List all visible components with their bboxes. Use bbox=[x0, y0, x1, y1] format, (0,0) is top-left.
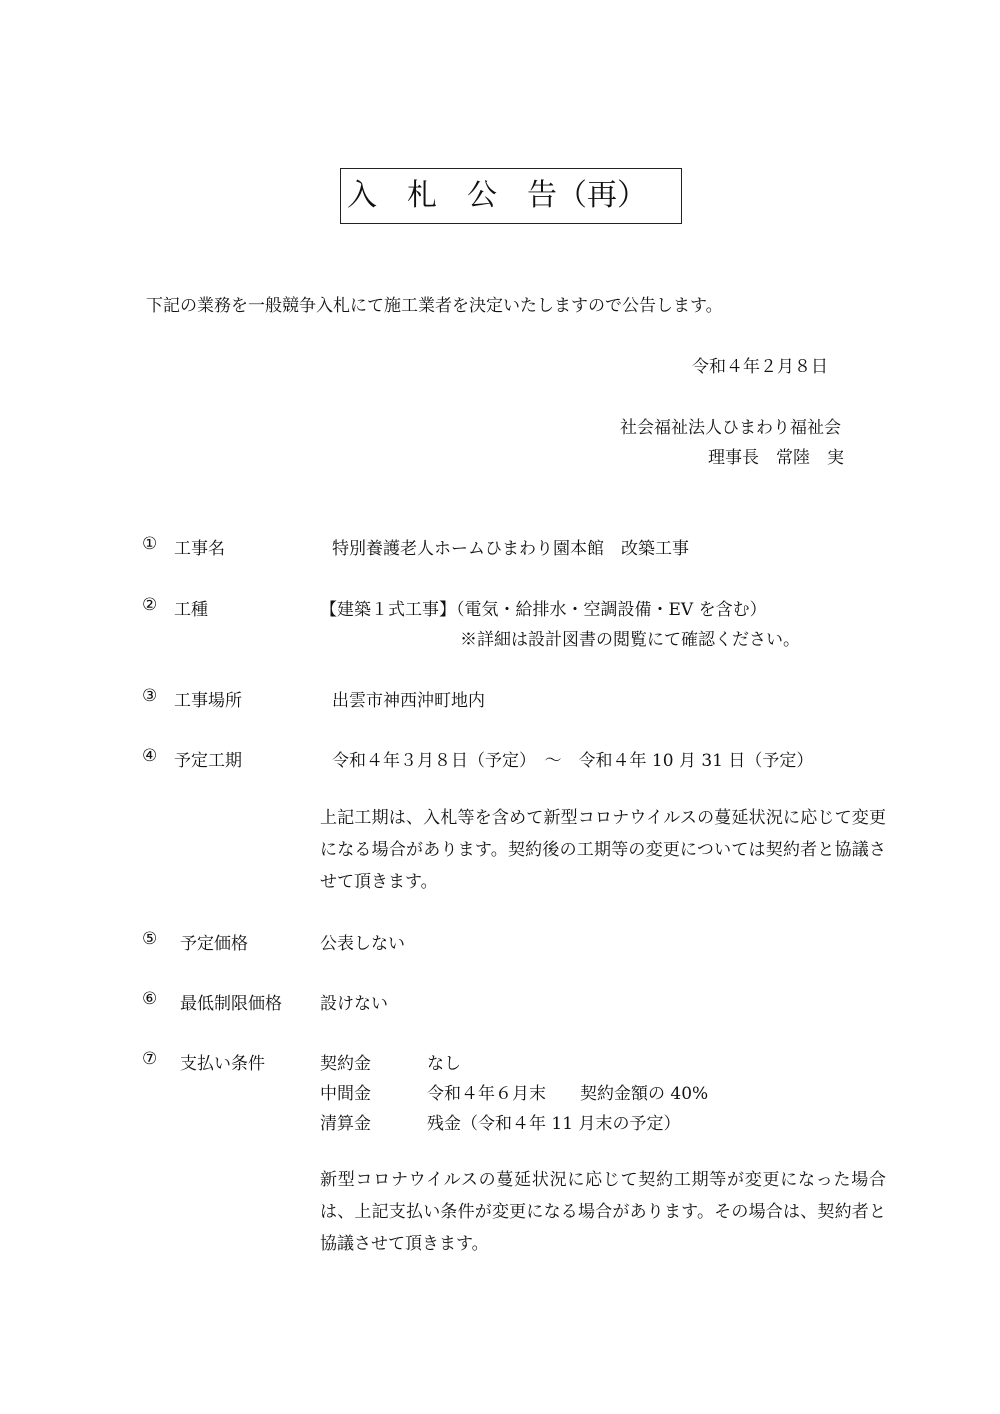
item-2-value: 【建築１式工事】（電気・給排水・空調設備・EV を含む） bbox=[320, 600, 767, 620]
item-4-number: ④ bbox=[142, 746, 158, 766]
item-5-number: ⑤ bbox=[142, 929, 158, 949]
item-3-number: ③ bbox=[142, 686, 158, 706]
issuer-representative: 理事長 常陸 実 bbox=[708, 448, 844, 468]
item-7-label: 支払い条件 bbox=[180, 1054, 265, 1074]
item-2-note: ※詳細は設計図書の閲覧にて確認ください。 bbox=[460, 630, 800, 650]
item-4-value: 令和４年３月８日（予定） ～ 令和４年 10 月 31 日（予定） bbox=[332, 751, 814, 771]
payment-detail: なし bbox=[427, 1054, 461, 1074]
item-3-label: 工事場所 bbox=[174, 691, 242, 711]
page-title-box bbox=[340, 168, 682, 224]
item-5-label: 予定価格 bbox=[180, 934, 248, 954]
payment-term: 清算金 bbox=[320, 1114, 371, 1134]
page-title: 入 札 公 告（再） bbox=[347, 178, 647, 213]
item-4-note: 上記工期は、入札等を含めて新型コロナウイルスの蔓延状況に応じて変更になる場合があります。契約後の工期等の変更については契約者と協議させて頂きます。 bbox=[320, 808, 886, 892]
item-3-value: 出雲市神西沖町地内 bbox=[332, 691, 485, 711]
notice-date: 令和４年２月８日 bbox=[692, 357, 828, 377]
intro-text: 下記の業務を一般競争入札にて施工業者を決定いたしますので公告します。 bbox=[146, 296, 723, 316]
payment-term: 契約金 bbox=[320, 1054, 371, 1074]
payment-detail: 令和４年６月末 契約金額の 40% bbox=[427, 1084, 709, 1104]
item-4-label: 予定工期 bbox=[174, 751, 242, 771]
item-1-number: ① bbox=[142, 534, 158, 554]
item-1-value: 特別養護老人ホームひまわり園本館 改築工事 bbox=[332, 539, 689, 559]
item-5-value: 公表しない bbox=[320, 934, 405, 954]
item-7-note: 新型コロナウイルスの蔓延状況に応じて契約工期等が変更になった場合は、上記支払い条件が変更になる場合があります。その場合は、契約者と協議させて頂きます。 bbox=[320, 1170, 886, 1254]
item-2-number: ② bbox=[142, 595, 158, 615]
item-2-label: 工種 bbox=[174, 600, 208, 620]
item-1-label: 工事名 bbox=[174, 539, 225, 559]
item-6-value: 設けない bbox=[320, 994, 388, 1014]
issuer-organization: 社会福祉法人ひまわり福祉会 bbox=[620, 418, 841, 438]
payment-detail: 残金（令和４年 11 月末の予定） bbox=[427, 1114, 681, 1134]
item-6-number: ⑥ bbox=[142, 989, 158, 1009]
item-7-number: ⑦ bbox=[142, 1049, 158, 1069]
item-6-label: 最低制限価格 bbox=[180, 994, 282, 1014]
payment-term: 中間金 bbox=[320, 1084, 371, 1104]
